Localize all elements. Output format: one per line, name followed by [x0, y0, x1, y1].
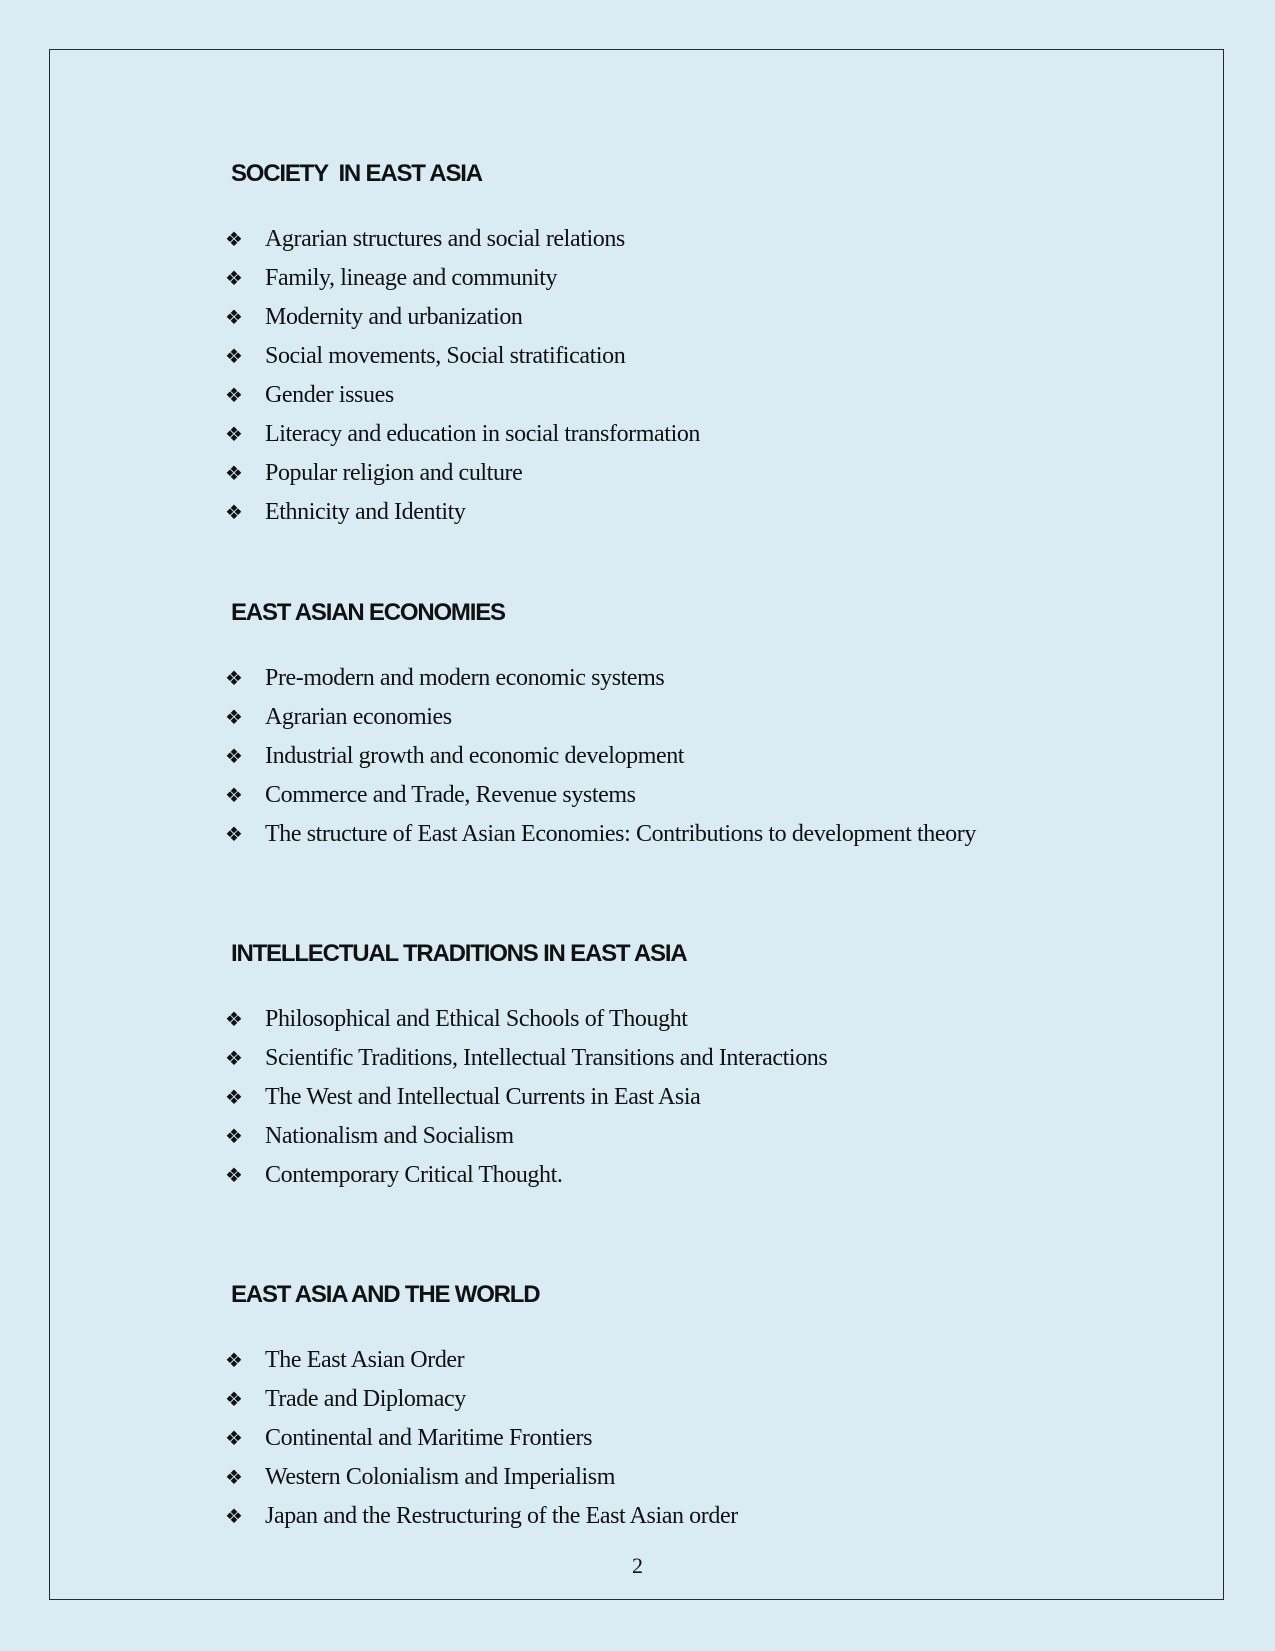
list-item-text: Agrarian economies [265, 704, 452, 730]
bullet-list [225, 1347, 1125, 1542]
section-heading: SOCIETY IN EAST ASIA [231, 160, 482, 187]
list-item-text: Family, lineage and community [265, 265, 558, 291]
diamond-bullet-icon: ❖ [225, 424, 243, 446]
list-item [225, 304, 1125, 343]
list-item [225, 1503, 1125, 1542]
list-item [225, 743, 1125, 782]
list-item [225, 1425, 1125, 1464]
diamond-bullet-icon: ❖ [225, 385, 243, 407]
diamond-bullet-icon: ❖ [225, 1009, 243, 1031]
diamond-bullet-icon: ❖ [225, 1126, 243, 1148]
list-item [225, 704, 1125, 743]
diamond-bullet-icon: ❖ [225, 346, 243, 368]
list-item-text: Agrarian structures and social relations [265, 226, 625, 252]
section-society [225, 160, 1125, 538]
bullet-list [225, 226, 1125, 538]
diamond-bullet-icon: ❖ [225, 268, 243, 290]
diamond-bullet-icon: ❖ [225, 746, 243, 768]
bullet-list [225, 1006, 1125, 1201]
list-item-text: Gender issues [265, 382, 394, 408]
list-item-text: The East Asian Order [265, 1347, 465, 1373]
diamond-bullet-icon: ❖ [225, 1389, 243, 1411]
list-item [225, 421, 1125, 460]
list-item-text: The structure of East Asian Economies: Contributions to development theory [265, 821, 976, 847]
section-east-asia-world [225, 1281, 1125, 1542]
diamond-bullet-icon: ❖ [225, 1350, 243, 1372]
list-item [225, 1006, 1125, 1045]
list-item-text: Continental and Maritime Frontiers [265, 1425, 593, 1451]
list-item [225, 499, 1125, 538]
list-item [225, 382, 1125, 421]
list-item [225, 1123, 1125, 1162]
list-item-text: Commerce and Trade, Revenue systems [265, 782, 636, 808]
section-intellectual-traditions [225, 940, 1125, 1201]
list-item-text: Industrial growth and economic development [265, 743, 685, 769]
section-heading: EAST ASIAN ECONOMIES [231, 599, 505, 626]
diamond-bullet-icon: ❖ [225, 785, 243, 807]
diamond-bullet-icon: ❖ [225, 1506, 243, 1528]
list-item-text: Scientific Traditions, Intellectual Transitions and Interactions [265, 1045, 828, 1071]
diamond-bullet-icon: ❖ [225, 1467, 243, 1489]
diamond-bullet-icon: ❖ [225, 1087, 243, 1109]
diamond-bullet-icon: ❖ [225, 707, 243, 729]
list-item-text: Modernity and urbanization [265, 304, 523, 330]
diamond-bullet-icon: ❖ [225, 668, 243, 690]
list-item-text: Trade and Diplomacy [265, 1386, 466, 1412]
section-economies [225, 599, 1125, 860]
list-item-text: The West and Intellectual Currents in East Asia [265, 1084, 701, 1110]
page-number: 2 [632, 1553, 643, 1578]
list-item-text: Nationalism and Socialism [265, 1123, 514, 1149]
list-item [225, 782, 1125, 821]
list-item-text: Contemporary Critical Thought. [265, 1162, 563, 1188]
diamond-bullet-icon: ❖ [225, 463, 243, 485]
section-heading: INTELLECTUAL TRADITIONS IN EAST ASIA [231, 940, 687, 967]
bullet-list [225, 665, 1125, 860]
list-item-text: Popular religion and culture [265, 460, 523, 486]
list-item [225, 1464, 1125, 1503]
diamond-bullet-icon: ❖ [225, 1428, 243, 1450]
diamond-bullet-icon: ❖ [225, 229, 243, 251]
diamond-bullet-icon: ❖ [225, 1165, 243, 1187]
list-item [225, 1347, 1125, 1386]
diamond-bullet-icon: ❖ [225, 1048, 243, 1070]
list-item [225, 1045, 1125, 1084]
list-item-text: Pre-modern and modern economic systems [265, 665, 665, 691]
list-item [225, 1084, 1125, 1123]
list-item [225, 1162, 1125, 1201]
list-item [225, 821, 1125, 860]
list-item [225, 265, 1125, 304]
list-item-text: Ethnicity and Identity [265, 499, 466, 525]
section-heading: EAST ASIA AND THE WORLD [231, 1281, 540, 1308]
list-item [225, 460, 1125, 499]
list-item [225, 665, 1125, 704]
diamond-bullet-icon: ❖ [225, 824, 243, 846]
diamond-bullet-icon: ❖ [225, 502, 243, 524]
list-item [225, 1386, 1125, 1425]
list-item [225, 226, 1125, 265]
diamond-bullet-icon: ❖ [225, 307, 243, 329]
list-item-text: Philosophical and Ethical Schools of Thought [265, 1006, 688, 1032]
list-item-text: Western Colonialism and Imperialism [265, 1464, 615, 1490]
list-item-text: Literacy and education in social transformation [265, 421, 701, 447]
list-item-text: Social movements, Social stratification [265, 343, 626, 369]
list-item-text: Japan and the Restructuring of the East Asian order [265, 1503, 738, 1529]
list-item [225, 343, 1125, 382]
